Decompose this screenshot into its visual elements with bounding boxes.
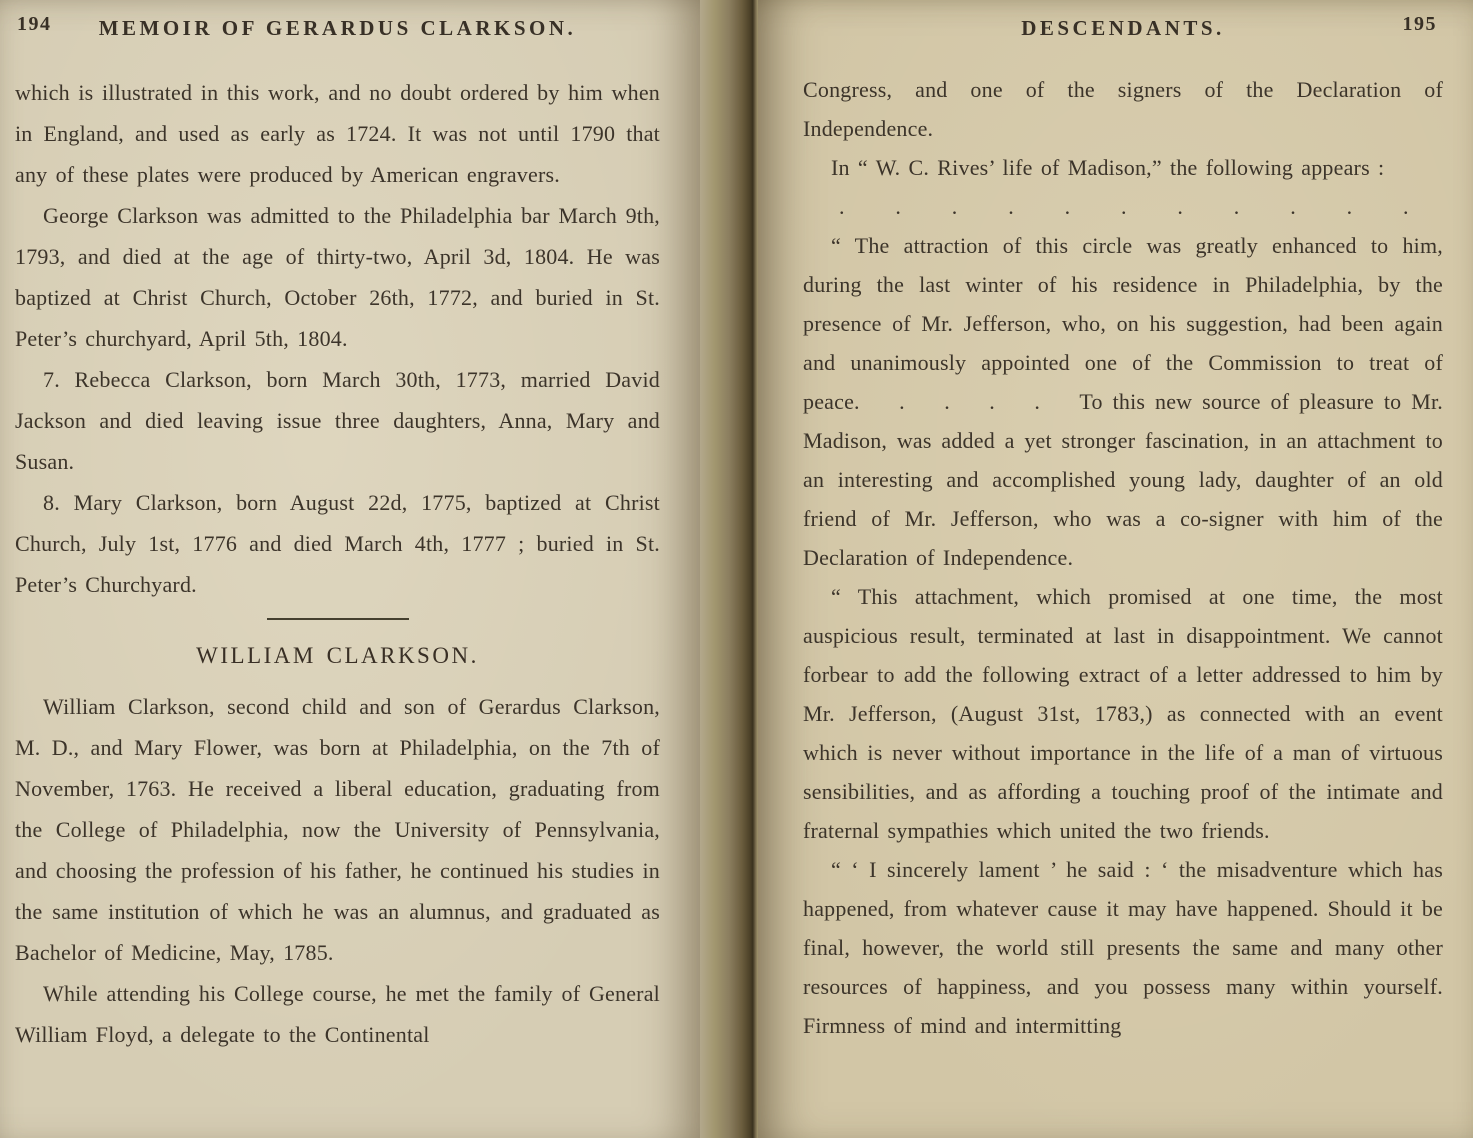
right-running-header: DESCENDANTS. [1021, 16, 1225, 40]
paragraph: While attending his College course, he met the family of General William Floyd, a delegate to the Continental [15, 981, 660, 1047]
paragraph: William Clarkson, second child and son of Gerardus Clarkson, M. D., and Mary Flower, was born at Philadelphia, on the 7th of November, 1763. He received a liberal education, graduating from the College of Philadelphia, now the University of Pennsylvania, and choosing the profession of his father, he continued his studies in the same institution of which he was an alumnus, and graduated as Bachelor of Medicine, May, 1785. [15, 694, 660, 965]
ellipsis-row: . . . . . . . . . . . [839, 194, 1409, 219]
book-gutter [700, 0, 758, 1138]
left-page-header [15, 12, 660, 46]
paragraph: “ The attraction of this circle was greatly enhanced to him, during the last winter of his residence in Philadelphia, by the presence of Mr. Jefferson, who, on his suggestion, had been again and unanimously appointed one of the Commission to treat of peace. . . . . To this new source of pleasure to Mr. Madison, was added a yet stronger fascination, in an attachment to an interesting and accomplished young lady, daughter of an old friend of Mr. Jefferson, who was a co-signer with him of the Declaration of Independence. [803, 233, 1443, 570]
right-page [758, 0, 1473, 1138]
left-page-body [15, 72, 660, 1055]
left-page [0, 0, 700, 1138]
paragraph: which is illustrated in this work, and no doubt ordered by him when in England, and used as early as 1724. It was not until 1790 that any of these plates were produced by American engravers. [15, 80, 660, 187]
paragraph: “ This attachment, which promised at one time, the most auspicious result, terminated at last in disappointment. We cannot forbear to add the following extract of a letter addressed to him by Mr. Jefferson, (August 31st, 1783,) as connected with an event which is never without importance in the life of a man of virtuous sensibilities, and as affording a touching proof of the intimate and fraternal sympathies which united the two friends. [803, 584, 1443, 843]
paragraph: “ ‘ I sincerely lament ’ he said : ‘ the misadventure which has happened, from whatever cause it may have happened. Should it be final, however, the world still presents the same and many other resources of happiness, and you possess many within yourself. Firmness of mind and intermitting [803, 857, 1443, 1038]
paragraph: 8. Mary Clarkson, born August 22d, 1775, baptized at Christ Church, July 1st, 1776 and died March 4th, 1777 ; buried in St. Peter’s Churchyard. [15, 490, 660, 597]
paragraph: In “ W. C. Rives’ life of Madison,” the following appears : [831, 155, 1385, 180]
left-running-header: MEMOIR OF GERARDUS CLARKSON. [98, 16, 577, 40]
section-divider [267, 618, 409, 620]
left-page-number: 194 [17, 13, 52, 35]
section-body [15, 686, 660, 1055]
paragraph: 7. Rebecca Clarkson, born March 30th, 1773, married David Jackson and died leaving issue three daughters, Anna, Mary and Susan. [15, 367, 660, 474]
right-page-number: 195 [1402, 13, 1437, 35]
paragraph: Congress, and one of the signers of the Declaration of Independence. [803, 77, 1443, 141]
section-heading: WILLIAM CLARKSON. [196, 643, 479, 668]
paragraph: George Clarkson was admitted to the Philadelphia bar March 9th, 1793, and died at the age of thirty-two, April 3d, 1804. He was baptized at Christ Church, October 26th, 1772, and buried in St. Peter’s churchyard, April 5th, 1804. [15, 203, 660, 351]
right-page-header [803, 12, 1443, 46]
right-page-body [803, 70, 1443, 1045]
